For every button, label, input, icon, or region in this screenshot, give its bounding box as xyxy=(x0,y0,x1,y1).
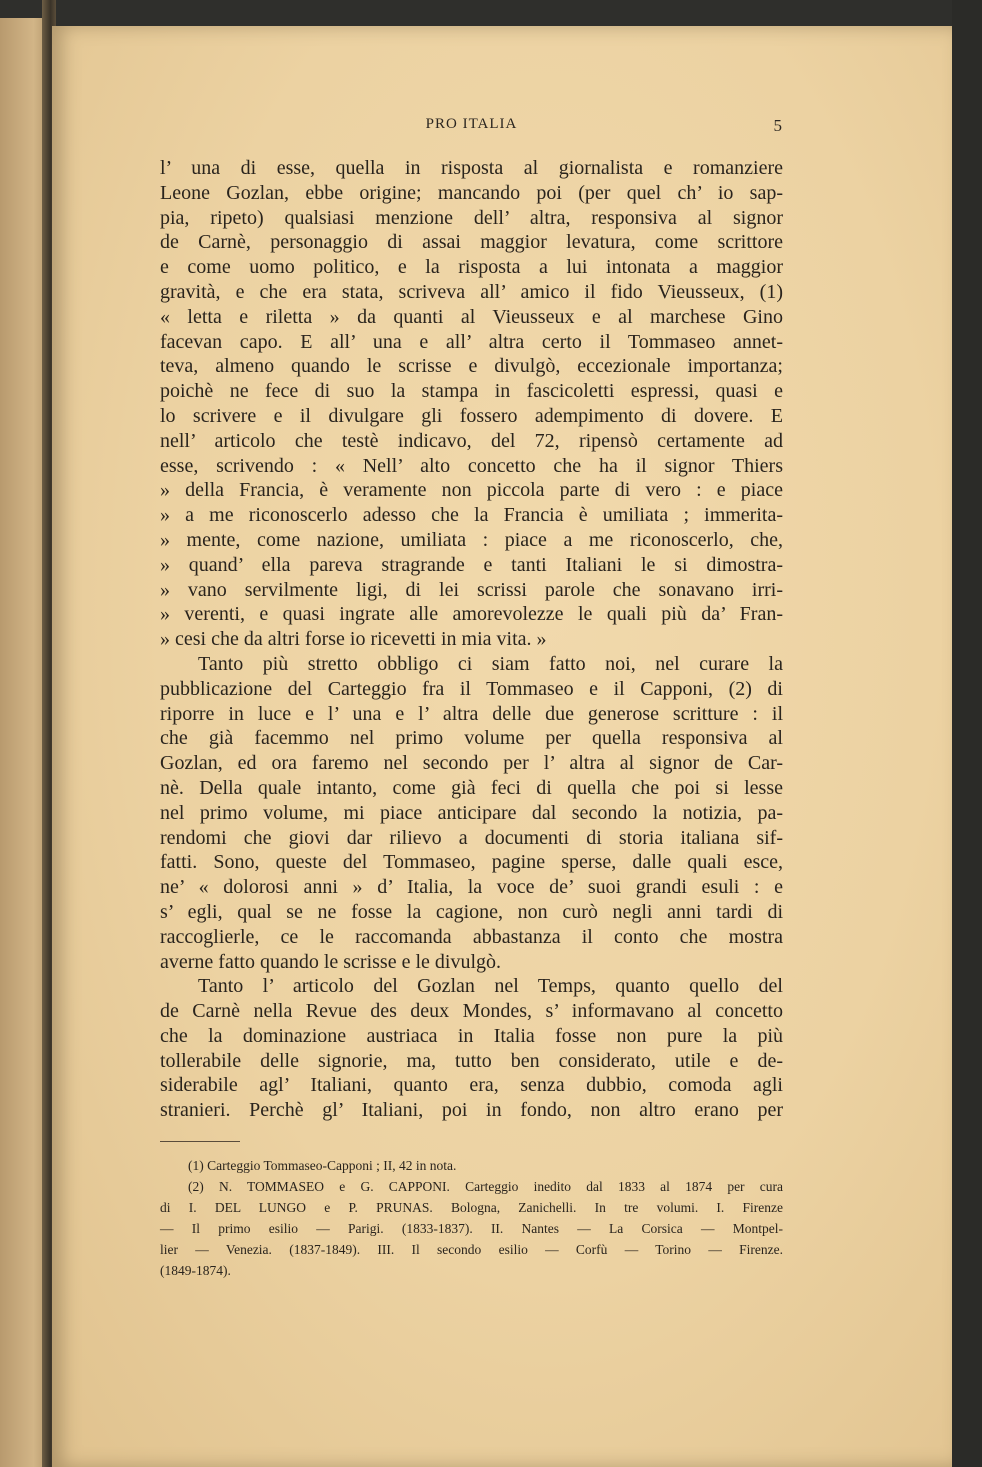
text-line: pia, ripeto) qualsiasi menzione dell’ altra, responsiva al signor xyxy=(160,206,783,229)
footnote-line: (2) N. TOMMASEO e G. CAPPONI. Carteggio inedito dal 1833 al 1874 per cura xyxy=(188,1179,783,1194)
text-line: Tanto l’ articolo del Gozlan nel Temps, quanto quello del xyxy=(198,975,783,998)
text-line: » verenti, e quasi ingrate alle amorevolezze le quali più da’ Fran- xyxy=(160,603,783,626)
text-line: fatti. Sono, queste del Tommaseo, pagine sperse, dalle quali esce, xyxy=(160,851,783,874)
scan-background-edge xyxy=(952,0,982,1467)
text-line: siderabile agl’ Italiani, quanto era, senza dubbio, comoda agli xyxy=(160,1074,783,1097)
text-line: gravità, e che era stata, scriveva all’ amico il fido Vieusseux, (1) xyxy=(160,280,783,303)
text-line: « letta e riletta » da quanti al Vieusseux e al marchese Gino xyxy=(160,305,783,328)
text-line: l’ una di esse, quella in risposta al giornalista e romanziere xyxy=(160,157,783,179)
body-text xyxy=(160,156,783,1123)
text-line: pubblicazione del Carteggio fra il Tommaseo e il Capponi, (2) di xyxy=(160,677,783,700)
text-line: lo scrivere e il divulgare gli fossero adempimento di dovere. E xyxy=(160,404,783,427)
text-line: Leone Gozlan, ebbe origine; mancando poi (per quel ch’ io sap- xyxy=(160,181,783,204)
text-line: Gozlan, ed ora faremo nel secondo per l’ altra al signor de Car- xyxy=(160,752,783,775)
text-line: » vano servilmente ligi, di lei scrissi parole che sonavano irri- xyxy=(160,578,783,601)
text-line: » della Francia, è veramente non piccola parte di vero : e piace xyxy=(160,479,783,502)
footnote-line: (1849-1874). xyxy=(160,1263,231,1278)
text-line: nè. Della quale intanto, come già feci di quella che poi si lesse xyxy=(160,776,783,799)
text-line: rendomi che giovi dar rilievo a documenti di storia italiana sif- xyxy=(160,826,783,849)
text-line: » quand’ ella pareva stragrande e tanti Italiani le si dimostra- xyxy=(160,553,783,576)
text-line: facevan capo. E all’ una e all’ altra certo il Tommaseo annet- xyxy=(160,330,783,353)
text-line: raccoglierle, ce le raccomanda abbastanza il conto che mostra xyxy=(160,925,783,948)
running-head xyxy=(160,116,783,142)
text-line: s’ egli, qual se ne fosse la cagione, non curò negli anni tardi di xyxy=(160,900,783,923)
text-line: che già facemmo nel primo volume per quella responsiva al xyxy=(160,727,783,750)
text-line: e come uomo politico, e la risposta a lui intonata a maggior xyxy=(160,256,783,279)
text-line: de Carnè, personaggio di assai maggior levatura, come scrittore xyxy=(160,231,783,254)
text-line: Tanto più stretto obbligo ci siam fatto noi, nel curare la xyxy=(198,652,783,675)
text-line: ne’ « dolorosi anni » d’ Italia, la voce de’ suoi grandi esuli : e xyxy=(160,876,783,899)
text-line: nel primo volume, mi piace anticipare dal secondo la notizia, pa- xyxy=(160,801,783,824)
running-title: PRO ITALIA xyxy=(425,116,518,132)
text-line: che la dominazione austriaca in Italia fosse non pure la più xyxy=(160,1024,783,1047)
text-line: de Carnè nella Revue des deux Mondes, s’ informavano al concetto xyxy=(160,1000,783,1023)
text-line: averne fatto quando le scrisse e le divulgò. xyxy=(160,950,501,973)
text-line: riporre in luce e l’ una e l’ altra delle due generose scritture : il xyxy=(160,702,783,725)
text-line: » cesi che da altri forse io ricevetti in mia vita. » xyxy=(160,628,547,651)
footnotes xyxy=(160,1155,783,1281)
footnote-line: di I. DEL LUNGO e P. PRUNAS. Bologna, Zanichelli. In tre volumi. I. Firenze xyxy=(160,1200,783,1215)
footnote-line: lier — Venezia. (1837-1849). III. Il secondo esilio — Corfù — Torino — Firenze. xyxy=(160,1242,783,1257)
footnote-separator xyxy=(160,1141,240,1142)
text-line: stranieri. Perchè gl’ Italiani, poi in fondo, non altro erano per xyxy=(160,1099,783,1122)
text-line: » a me riconoscerlo adesso che la Francia è umiliata ; immerita- xyxy=(160,504,783,527)
text-line: » mente, come nazione, umiliata : piace a me riconoscerlo, che, xyxy=(160,528,783,551)
footnote-line: (1) Carteggio Tommaseo-Capponi ; II, 42 in nota. xyxy=(188,1158,457,1173)
text-line: nell’ articolo che testè indicavo, del 72, ripensò certamente ad xyxy=(160,429,783,452)
text-line: poichè ne fece di suo la stampa in fascicoletti espressi, quasi e xyxy=(160,380,783,403)
text-line: teva, almeno quando le scrisse e divulgò, eccezionale importanza; xyxy=(160,355,783,378)
page-number: 5 xyxy=(773,116,783,135)
footnote-line: — Il primo esilio — Parigi. (1833-1837). II. Nantes — La Corsica — Montpel- xyxy=(160,1221,783,1236)
text-line: tollerabile delle signorie, ma, tutto ben considerato, utile e de- xyxy=(160,1049,783,1072)
text-line: esse, scrivendo : « Nell’ alto concetto che ha il signor Thiers xyxy=(160,454,783,477)
